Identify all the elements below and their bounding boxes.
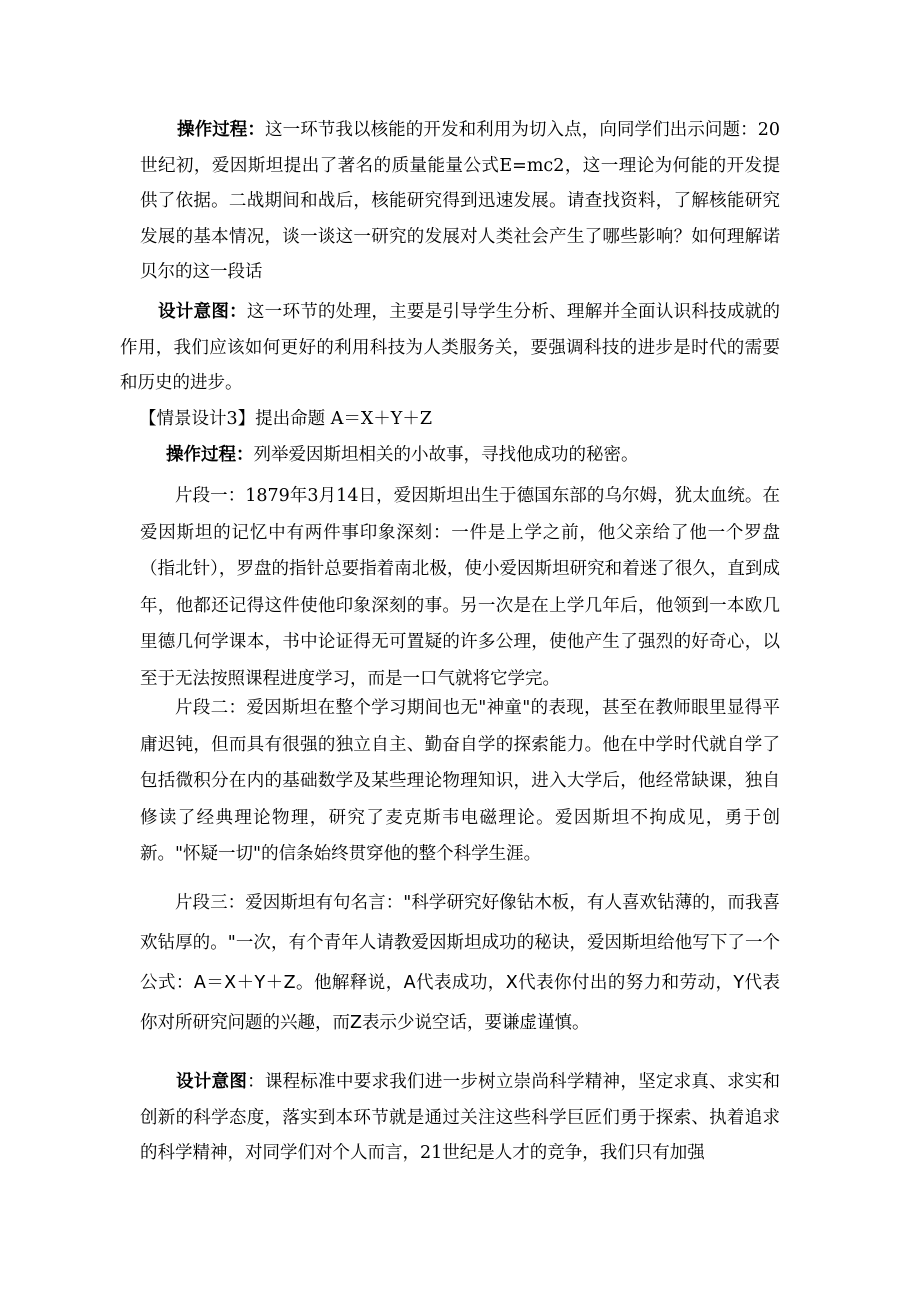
paragraph-operation-process-2 <box>166 438 766 474</box>
paragraph-text: ：课程标准中要求我们进一步树立崇尚科学精神，坚定求真、求实和创新的科学态度，落实到本环节就是通过关注这些科学巨匠们勇于探索、执着追求的科学精神，对同学们对个人而言，21世纪是人才的竞争，我们只有加强 <box>140 1072 781 1163</box>
paragraph-text: 片段三：爱因斯坦有句名言："科学研究好像钻木板，有人喜欢钻薄的，而我喜欢钻厚的。"一次，有个青年人请教爱因斯坦成功的秘诀，爱因斯坦给他写下了一个公式：A＝X＋Y＋Z。他解释说，A代表成功，X代表你付出的努力和劳动，Y代表你对所研究问题的兴趣，而Z表示少说空话，要谦虚谨慎。 <box>140 893 780 1033</box>
paragraph-fragment-1 <box>140 478 780 697</box>
label-design-intent: 设计意图： <box>158 302 247 322</box>
label-design-intent: 设计意图 <box>176 1072 248 1092</box>
label-operation-process: 操作过程： <box>177 120 265 140</box>
paragraph-text: 列举爱因斯坦相关的小故事，寻找他成功的秘密。 <box>253 445 639 465</box>
scenario-design-3-heading <box>139 402 739 438</box>
paragraph-fragment-2 <box>140 690 780 873</box>
paragraph-text: 片段二：爱因斯坦在整个学习期间也无"神童"的表现，甚至在教师眼里显得平庸迟钝，但而具有很强的独立自主、勤奋自学的探索能力。他在中学时代就自学了包括微积分在内的基础数学及某些理论物理知识，进入大学后，他经常缺课，独自修读了经典理论物理，研究了麦克斯韦电磁理论。爱因斯坦不拘成见，勇于创新。"怀疑一切"的信条始终贯穿他的整个科学生涯。 <box>140 698 780 864</box>
paragraph-design-intent-1 <box>120 295 780 402</box>
paragraph-text: 片段一：1879年3月14日，爱因斯坦出生于德国东部的乌尔姆，犹太血统。在爱因斯坦的记忆中有两件事印象深刻：一件是上学之前，他父亲给了他一个罗盘（指北针），罗盘的指针总要指着南北极，使小爱因斯坦研究和着迷了很久，直到成年，他都还记得这件使他印象深刻的事。另一次是在上学几年后，他领到一本欧几里德几何学课本，书中论证得无可置疑的许多公理，使他产生了强烈的好奇心，以至于无法按照课程进度学习，而是一口气就将它学完。 <box>140 486 780 689</box>
paragraph-design-intent-2 <box>140 1065 780 1172</box>
paragraph-text: 这一环节我以核能的开发和利用为切入点，向同学们出示问题：20世纪初，爱因斯坦提出了著名的质量能量公式E=mc2，这一理论为何能的开发提供了依据。二战期间和战后，核能研究得到迅速发展。请查找资料，了解核能研究发展的基本情况，谈一谈这一研究的发展对人类社会产生了哪些影响？如何理解诺贝尔的这一段话 <box>140 120 780 282</box>
label-operation-process: 操作过程： <box>166 445 254 465</box>
paragraph-text: 这一环节的处理，主要是引导学生分析、理解并全面认识科技成就的作用，我们应该如何更好的利用科技为人类服务关，要强调科技的进步是时代的需要和历史的进步。 <box>120 302 781 393</box>
paragraph-operation-process-1 <box>140 113 780 291</box>
heading-text: 【情景设计3】提出命题 A＝X＋Y＋Z <box>139 409 433 429</box>
paragraph-fragment-3 <box>140 883 780 1043</box>
